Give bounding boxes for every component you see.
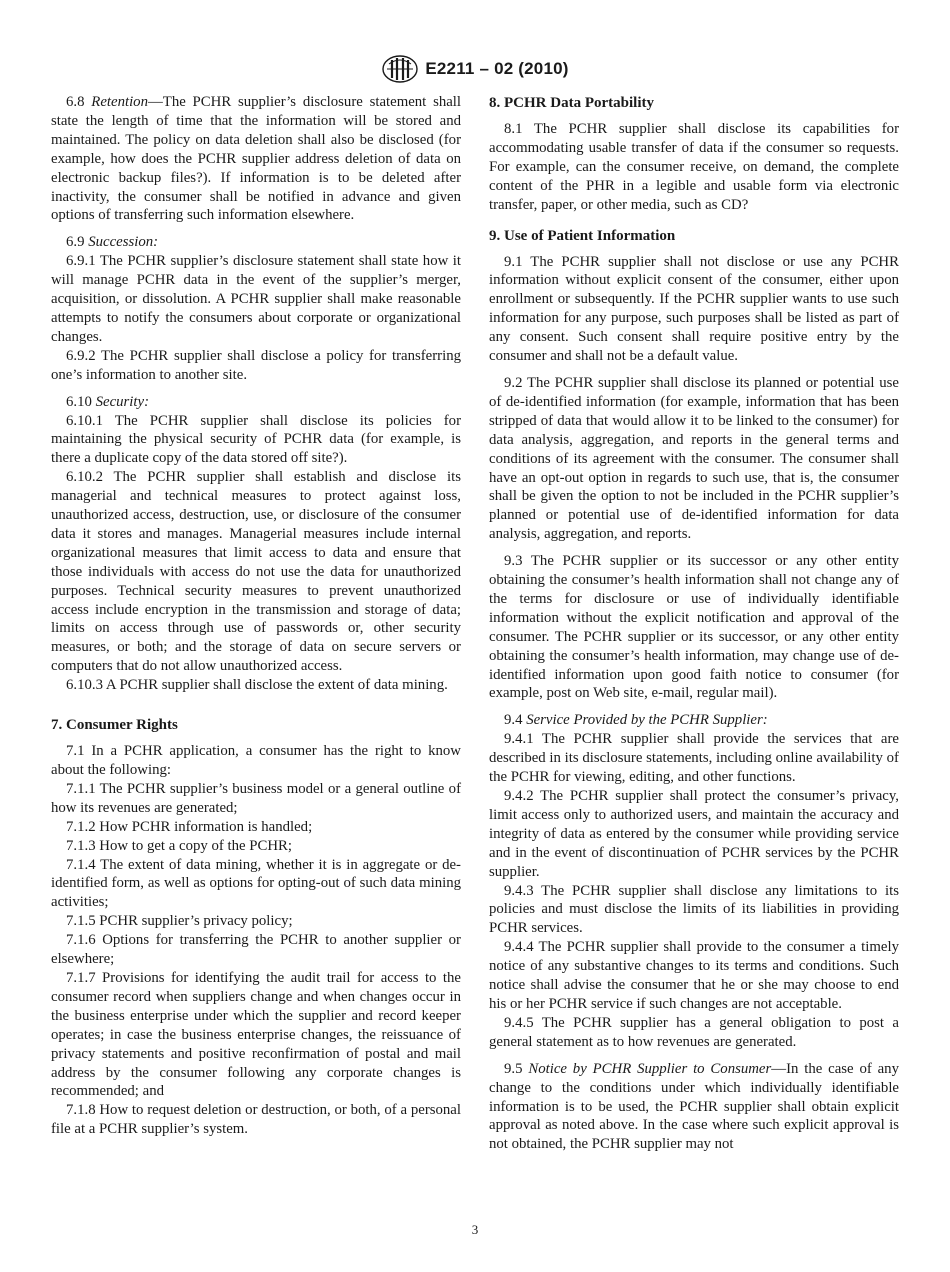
page-number: 3 <box>471 1222 479 1237</box>
standard-designation: E2211 – 02 (2010) <box>425 59 569 78</box>
paragraph-9-5: 9.5 Notice by PCHR Supplier to Consumer—In the case of any change to the conditions under which individually identifiable information is to be used, the PCHR supplier shall obtain explicit approval as noted above. In the case where such explicit approval is not obtained, the PCHR supplier may not <box>489 1060 899 1153</box>
paragraph-6-10-3: 6.10.3 A PCHR supplier shall disclose the extent of data mining. <box>66 677 448 694</box>
right-column <box>489 93 899 1154</box>
section-heading-9: 9. Use of Patient Information <box>489 227 676 244</box>
paragraph-9-3: 9.3 The PCHR supplier or its successor or any other entity obtaining the consumer’s health information shall not change any of the terms for disclosure or use of individually identifiable information without the explicit notification and approval of the consumer. The PCHR supplier or its successor, or any other entity obtaining the consumer’s health information, may change use of de-identified information upon good faith notice to consumer (for example, post on Web site, e-mail, regular mail). <box>489 553 899 702</box>
paragraph-9-4-4: 9.4.4 The PCHR supplier shall provide to the consumer a timely notice of any substantive changes to its terms and conditions. Such notice shall advise the consumer that he or she may choose to end his or her PCHR service if such changes are not acceptable. <box>489 939 899 1012</box>
paragraph-9-4-1: 9.4.1 The PCHR supplier shall provide the services that are described in its disclosure statements, including online availability of the PCHR for viewing, editing, and other functions. <box>489 731 899 786</box>
paragraph-9-1: 9.1 The PCHR supplier shall not disclose or use any PCHR information without explicit consent of the consumer, either upon enrollment or subsequently. If the PCHR supplier wants to use such information for any purpose, such purposes shall be listed as part of any consent. Such consent shall require positive entry by the consumer and shall not be a default value. <box>489 253 899 365</box>
paragraph-6-9-2: 6.9.2 The PCHR supplier shall disclose a policy for transferring one’s information to another site. <box>51 347 461 383</box>
paragraph-9-4-2: 9.4.2 The PCHR supplier shall protect the consumer’s privacy, limit access only to authorized users, and maintain the accuracy and integrity of data as entered by the consumer while providing service and in the event of discontinuation of PCHR services by the PCHR supplier. <box>489 788 899 880</box>
paragraph-7-1-8: 7.1.8 How to request deletion or destruction, or both, of a personal file at a PCHR supplier’s system. <box>51 1102 461 1138</box>
paragraph-7-1-3: 7.1.3 How to get a copy of the PCHR; <box>66 837 293 854</box>
paragraph-9-2: 9.2 The PCHR supplier shall disclose its planned or potential use of de-identified information (for example, information that has been stripped of data that would allow it to be linked to the consumer) for data analysis, aggregation, and reports in the general terms and conditions of its agreement with the consumer. The consumer shall have an opt-out option in regards to such use, that is, the consumer shall be given the option to not be included in the PCHR supplier’s planned or potential use of de-identified information for data analysis, aggregation, and reports. <box>489 374 899 543</box>
paragraph-7-1: 7.1 In a PCHR application, a consumer has the right to know about the following: <box>51 743 461 778</box>
paragraph-9-4-5: 9.4.5 The PCHR supplier has a general obligation to post a general statement as to how revenues are generated. <box>489 1014 899 1050</box>
left-column <box>51 93 461 1139</box>
paragraph-9-4: 9.4 Service Provided by the PCHR Supplier: <box>504 712 768 729</box>
paragraph-7-1-4: 7.1.4 The extent of data mining, whether it is in aggregate or de-identified form, as well as options for opting-out of such data mining activities; <box>51 856 461 911</box>
paragraph-6-9: 6.9 Succession: <box>66 234 159 251</box>
paragraph-6-10-1: 6.10.1 The PCHR supplier shall disclose its policies for maintaining the physical security of PCHR data (for example, is there a duplicate copy of the data stored off site?). <box>51 412 461 467</box>
paragraph-6-10-2: 6.10.2 The PCHR supplier shall establish and disclose its managerial and technical measures to protect against loss, unauthorized access, destruction, use, or disclosure of the consumer data it stores and manages. Managerial measures include internal organizational measures that limit access to data and ensure that those individuals with access do not use the data for unauthorized purposes. Technical security measures to prevent unauthorized access include encryption in the transmission and storage of data; limits on access through use of passwords or, other security measures, or both; and the storage of data on secure servers or computers that do not allow unauthorized access. <box>51 469 461 675</box>
paragraph-7-1-6: 7.1.6 Options for transferring the PCHR to another supplier or elsewhere; <box>51 932 461 968</box>
paragraph-8-1: 8.1 The PCHR supplier shall disclose its capabilities for accommodating usable transfer of data if the consumer so requests. For example, can the consumer receive, on demand, the complete content of the PHR in a legible and usable form via electronic transfer, paper, or other media, such as CD? <box>489 121 899 213</box>
paragraph-7-1-2: 7.1.2 How PCHR information is handled; <box>66 818 313 835</box>
paragraph-6-9-1: 6.9.1 The PCHR supplier’s disclosure statement shall state how it will manage PCHR data in the event of the supplier’s merger, acquisition, or dissolution. A PCHR supplier shall make reasonable attempts to notify the consumers about corporate or organizational changes. <box>51 253 461 345</box>
paragraph-6-10: 6.10 Security: <box>66 393 150 410</box>
paragraph-7-1-7: 7.1.7 Provisions for identifying the audit trail for access to the consumer record when suppliers change and when changes occur in the business enterprise under which the supplier and record keeper operates; in case the business enterprise changes, the reissuance of privacy statements and positive reconfirmation of postal and mail address by the consumer following any corporate changes is recommended; and <box>51 969 461 1100</box>
paragraph-9-4-3: 9.4.3 The PCHR supplier shall disclose any limitations to its policies and must disclose the limits of its liabilities in providing PCHR services. <box>489 882 899 937</box>
paragraph-7-1-1: 7.1.1 The PCHR supplier’s business model or a general outline of how its revenues are generated; <box>51 780 461 816</box>
paragraph-7-1-5: 7.1.5 PCHR supplier’s privacy policy; <box>66 913 293 930</box>
page-header <box>0 54 950 84</box>
section-heading-7: 7. Consumer Rights <box>51 717 178 734</box>
paragraph-6-8: 6.8 Retention—The PCHR supplier’s disclosure statement shall state the length of time that the information will be stored and maintained. The policy on data deletion shall also be disclosed (for example, how does the PCHR supplier address deletion of data on electronic backup files?). If information is to be deleted after inactivity, the consumer shall be notified in advance and given options of transferring such information elsewhere. <box>51 94 462 224</box>
astm-logo-icon <box>381 54 419 84</box>
section-heading-8: 8. PCHR Data Portability <box>489 95 654 111</box>
